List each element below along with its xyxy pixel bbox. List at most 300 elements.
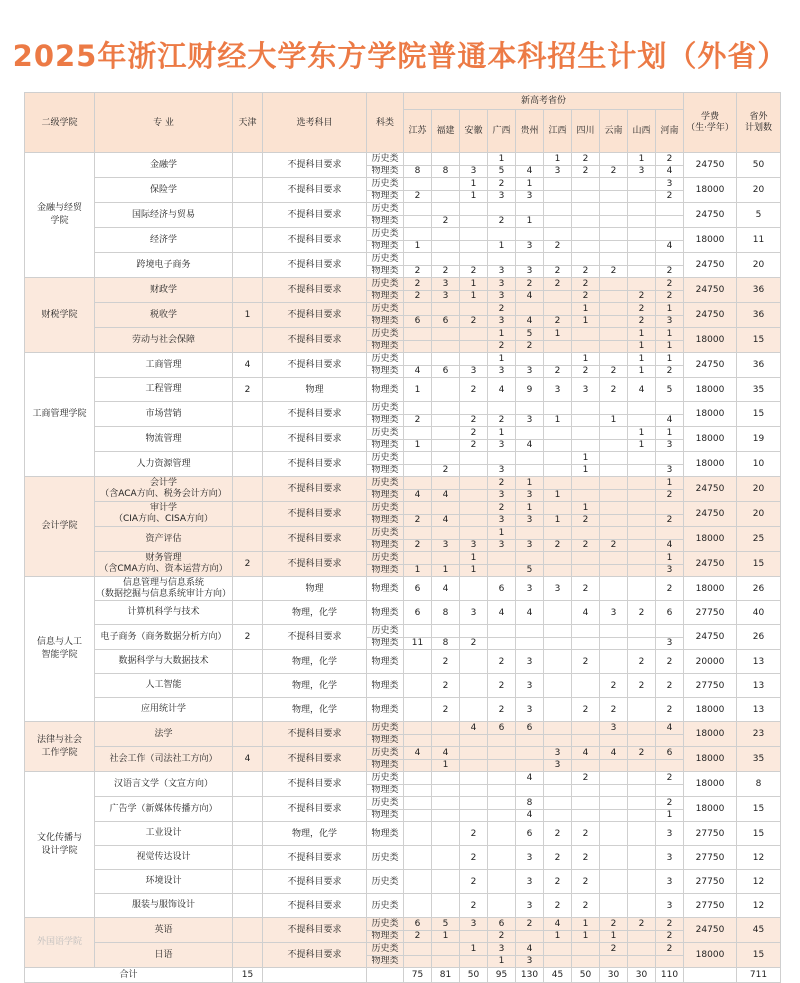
- province-count: 3: [460, 918, 488, 931]
- province-count: [404, 353, 432, 366]
- table-row: [25, 772, 781, 785]
- category: 物理类: [367, 514, 404, 527]
- category: 物理类: [367, 674, 404, 698]
- province-count: [628, 278, 656, 291]
- tuition: 20000: [684, 650, 737, 674]
- province-count: 2: [656, 153, 684, 166]
- province-count: [572, 955, 600, 968]
- province-count: [628, 894, 656, 918]
- province-count: 2: [572, 870, 600, 894]
- province-count: 4: [600, 747, 628, 760]
- province-count: 1: [488, 427, 516, 440]
- province-count: 2: [460, 265, 488, 278]
- province-count: 1: [404, 564, 432, 577]
- province-count: [600, 427, 628, 440]
- province-count: 3: [516, 240, 544, 253]
- province-count: [656, 215, 684, 228]
- province-count: 2: [488, 340, 516, 353]
- major-total: 26: [737, 577, 781, 601]
- province-count: [572, 625, 600, 638]
- province-count: 1: [488, 353, 516, 366]
- table-row: [25, 353, 781, 366]
- province-count: [460, 253, 488, 266]
- table-row: [25, 502, 781, 515]
- province-count: [628, 846, 656, 870]
- table-row: [25, 674, 781, 698]
- province-count: [656, 452, 684, 465]
- province-count: [516, 353, 544, 366]
- province-count: [460, 464, 488, 477]
- province-count: [460, 797, 488, 810]
- province-count: [432, 527, 460, 540]
- province-count: [488, 625, 516, 638]
- category: 物理类: [367, 698, 404, 722]
- category: 历史类: [367, 747, 404, 760]
- province-count: [404, 340, 432, 353]
- category: 物理类: [367, 930, 404, 943]
- province-count: [628, 722, 656, 735]
- major-total: 36: [737, 303, 781, 328]
- province-count: [516, 402, 544, 415]
- tianjin-count: 4: [233, 747, 263, 772]
- province-count: [404, 809, 432, 822]
- tianjin-count: [233, 822, 263, 846]
- subject-requirement: 不提科目要求: [263, 427, 367, 452]
- table-row: [25, 527, 781, 540]
- province-count: [432, 353, 460, 366]
- province-count: [516, 527, 544, 540]
- subject-requirement: 不提科目要求: [263, 253, 367, 278]
- major-total: 13: [737, 674, 781, 698]
- province-count: [572, 228, 600, 241]
- category: 历史类: [367, 328, 404, 341]
- table-row: [25, 303, 781, 316]
- province-count: [544, 439, 572, 452]
- category: 物理类: [367, 637, 404, 650]
- province-count: 2: [656, 514, 684, 527]
- province-count: 3: [460, 365, 488, 378]
- province-count: 1: [656, 427, 684, 440]
- tuition: 27750: [684, 894, 737, 918]
- province-count: 2: [628, 290, 656, 303]
- major-total: 12: [737, 894, 781, 918]
- province-count: [404, 759, 432, 772]
- province-count: [656, 502, 684, 515]
- province-count: [628, 215, 656, 228]
- province-count: [432, 955, 460, 968]
- province-count: [404, 228, 432, 241]
- province-count: [488, 552, 516, 565]
- major-name: 环境设计: [95, 870, 233, 894]
- province-count: [656, 402, 684, 415]
- tuition: 18000: [684, 402, 737, 427]
- province-count: [516, 552, 544, 565]
- province-count: [488, 809, 516, 822]
- province-count: [600, 759, 628, 772]
- province-count: 4: [628, 378, 656, 402]
- province-count: [628, 477, 656, 490]
- province-count: [516, 747, 544, 760]
- province-count: 3: [516, 489, 544, 502]
- province-count: 4: [488, 601, 516, 625]
- province-count: [544, 809, 572, 822]
- table-row: [25, 328, 781, 341]
- province-count: 3: [516, 955, 544, 968]
- province-count: [460, 514, 488, 527]
- subject-requirement: 不提科目要求: [263, 747, 367, 772]
- major-name: 数据科学与大数据技术: [95, 650, 233, 674]
- province-count: 2: [656, 265, 684, 278]
- province-count: 2: [628, 918, 656, 931]
- major-total: 26: [737, 625, 781, 650]
- province-count: [600, 955, 628, 968]
- major-total: 15: [737, 552, 781, 577]
- province-count: [656, 625, 684, 638]
- category: 历史类: [367, 477, 404, 490]
- province-count: 6: [488, 577, 516, 601]
- category: 历史类: [367, 402, 404, 415]
- province-count: [404, 253, 432, 266]
- category: 物理类: [367, 265, 404, 278]
- province-count: 3: [460, 165, 488, 178]
- category: 历史类: [367, 452, 404, 465]
- province-count: [572, 943, 600, 956]
- province-count: [404, 527, 432, 540]
- tuition: 24750: [684, 502, 737, 527]
- province-count: 1: [600, 414, 628, 427]
- table-row: [25, 822, 781, 846]
- province-count: 4: [544, 918, 572, 931]
- province-count: [600, 153, 628, 166]
- province-count: 2: [544, 240, 572, 253]
- province-count: 1: [572, 315, 600, 328]
- header-new-gaokao-provinces: 新高考省份: [404, 93, 684, 110]
- major-name: 工程管理: [95, 378, 233, 402]
- province-count: 8: [432, 601, 460, 625]
- province-count: 3: [516, 674, 544, 698]
- province-count: 3: [488, 439, 516, 452]
- province-count: 2: [404, 278, 432, 291]
- major-name: 经济学: [95, 228, 233, 253]
- province-count: [460, 477, 488, 490]
- table-row: [25, 178, 781, 191]
- province-count: 2: [432, 650, 460, 674]
- province-count: [628, 502, 656, 515]
- province-count: [460, 215, 488, 228]
- province-count: 3: [656, 564, 684, 577]
- category: 物理类: [367, 564, 404, 577]
- major-total: 20: [737, 477, 781, 502]
- province-count: 1: [572, 918, 600, 931]
- subject-requirement: 物理，化学: [263, 698, 367, 722]
- province-count: 3: [488, 290, 516, 303]
- header-province: 福建: [432, 110, 460, 153]
- major-name: 人工智能: [95, 674, 233, 698]
- tuition: 24750: [684, 625, 737, 650]
- category: 物理类: [367, 784, 404, 797]
- province-count: 2: [656, 797, 684, 810]
- province-count: 1: [460, 278, 488, 291]
- province-count: 2: [460, 846, 488, 870]
- subject-requirement: 不提科目要求: [263, 527, 367, 552]
- major-name: 保险学: [95, 178, 233, 203]
- province-count: [460, 452, 488, 465]
- major-name: 工业设计: [95, 822, 233, 846]
- province-count: 2: [460, 315, 488, 328]
- province-count: [600, 278, 628, 291]
- province-count: 2: [460, 439, 488, 452]
- tianjin-count: [233, 203, 263, 228]
- province-count: 4: [516, 165, 544, 178]
- province-count: [488, 228, 516, 241]
- subject-requirement: 不提科目要求: [263, 228, 367, 253]
- province-count: [432, 253, 460, 266]
- province-count: 2: [656, 489, 684, 502]
- major-name: 劳动与社会保障: [95, 328, 233, 353]
- province-count: [628, 809, 656, 822]
- province-count: [656, 759, 684, 772]
- province-count: [404, 452, 432, 465]
- major-name: 工商管理: [95, 353, 233, 378]
- province-count: [432, 328, 460, 341]
- header-province: 贵州: [516, 110, 544, 153]
- province-count: [516, 930, 544, 943]
- college-name: 法律与社会 工作学院: [25, 722, 95, 772]
- province-count: [516, 427, 544, 440]
- province-count: 1: [544, 153, 572, 166]
- province-count: [544, 552, 572, 565]
- province-count: [572, 564, 600, 577]
- table-row: [25, 153, 781, 166]
- major-total: 15: [737, 402, 781, 427]
- province-count: [600, 452, 628, 465]
- province-count: 4: [516, 809, 544, 822]
- tianjin-count: [233, 772, 263, 797]
- province-count: [600, 353, 628, 366]
- province-count: 3: [488, 464, 516, 477]
- province-count: 3: [516, 846, 544, 870]
- total-label: 合计: [25, 968, 233, 983]
- province-count: 2: [404, 265, 432, 278]
- province-count: [628, 772, 656, 785]
- province-count: 3: [656, 464, 684, 477]
- province-count: [600, 846, 628, 870]
- province-count: 4: [516, 290, 544, 303]
- province-count: [544, 452, 572, 465]
- tuition: 24750: [684, 918, 737, 943]
- tuition: 24750: [684, 353, 737, 378]
- province-count: [600, 625, 628, 638]
- table-row: [25, 747, 781, 760]
- province-count: [600, 577, 628, 601]
- tianjin-count: [233, 894, 263, 918]
- table-row: [25, 278, 781, 291]
- province-count: [600, 797, 628, 810]
- tianjin-count: [233, 797, 263, 822]
- header-subject-requirement: 选考科目: [263, 93, 367, 153]
- province-count: [544, 601, 572, 625]
- tuition: 18000: [684, 378, 737, 402]
- major-name: 社会工作（司法社工方向）: [95, 747, 233, 772]
- province-count: [600, 228, 628, 241]
- province-count: 3: [544, 747, 572, 760]
- table-row: [25, 722, 781, 735]
- tuition: 24750: [684, 253, 737, 278]
- province-count: [628, 489, 656, 502]
- category: 物理类: [367, 190, 404, 203]
- province-count: 2: [460, 822, 488, 846]
- province-count: [600, 215, 628, 228]
- province-count: 1: [516, 477, 544, 490]
- major-name: 信息管理与信息系统 （数据挖掘与信息系统审计方向）: [95, 577, 231, 599]
- province-count: [600, 439, 628, 452]
- province-count: [488, 870, 516, 894]
- province-count: [516, 228, 544, 241]
- major-total: 50: [737, 153, 781, 178]
- province-count: [600, 190, 628, 203]
- province-count: 2: [460, 427, 488, 440]
- tuition: 27750: [684, 846, 737, 870]
- province-count: 8: [432, 637, 460, 650]
- province-count: [572, 759, 600, 772]
- province-count: [544, 564, 572, 577]
- tuition: 18000: [684, 722, 737, 747]
- tianjin-count: [233, 601, 263, 625]
- category: 历史类: [367, 625, 404, 638]
- province-count: 2: [488, 930, 516, 943]
- province-count: 3: [432, 278, 460, 291]
- province-count: 1: [460, 290, 488, 303]
- province-count: [628, 464, 656, 477]
- major-name: 资产评估: [95, 527, 233, 552]
- province-count: [432, 178, 460, 191]
- province-count: 3: [516, 539, 544, 552]
- province-count: 2: [572, 846, 600, 870]
- province-total: 110: [656, 968, 684, 983]
- province-count: [404, 822, 432, 846]
- province-count: [544, 943, 572, 956]
- province-count: 3: [516, 265, 544, 278]
- tianjin-count: [233, 722, 263, 747]
- province-count: 2: [488, 178, 516, 191]
- tuition: 18000: [684, 427, 737, 452]
- province-count: 1: [572, 502, 600, 515]
- province-count: [656, 228, 684, 241]
- province-count: 3: [656, 846, 684, 870]
- province-count: [432, 822, 460, 846]
- category: 物理类: [367, 464, 404, 477]
- tianjin-count: [233, 452, 263, 477]
- major-total: 13: [737, 650, 781, 674]
- tianjin-count: [233, 153, 263, 178]
- province-count: [656, 203, 684, 216]
- college-name: 文化传播与 设计学院: [25, 772, 95, 918]
- province-count: 2: [656, 290, 684, 303]
- category: 历史类: [367, 203, 404, 216]
- province-count: 3: [516, 650, 544, 674]
- province-count: [404, 650, 432, 674]
- province-count: 2: [600, 918, 628, 931]
- table-row: [25, 650, 781, 674]
- province-count: 5: [516, 328, 544, 341]
- subject-requirement: 物理，化学: [263, 822, 367, 846]
- tianjin-count: [233, 527, 263, 552]
- category: 物理类: [367, 601, 404, 625]
- province-count: 1: [628, 427, 656, 440]
- province-count: 2: [404, 539, 432, 552]
- header-tuition: 学费 （生·学年）: [684, 93, 737, 153]
- province-count: 1: [544, 328, 572, 341]
- province-count: [404, 943, 432, 956]
- province-count: [488, 564, 516, 577]
- province-count: [516, 759, 544, 772]
- province-count: 3: [516, 365, 544, 378]
- province-count: [656, 784, 684, 797]
- table-row: [25, 427, 781, 440]
- major-name: 日语: [95, 943, 233, 968]
- province-count: [432, 502, 460, 515]
- province-count: [572, 527, 600, 540]
- province-count: [544, 340, 572, 353]
- province-count: 3: [656, 637, 684, 650]
- province-count: [600, 564, 628, 577]
- subject-requirement: 不提科目要求: [263, 203, 367, 228]
- province-count: 1: [628, 153, 656, 166]
- province-count: [544, 290, 572, 303]
- province-count: [600, 402, 628, 415]
- province-count: [432, 153, 460, 166]
- tuition: 18000: [684, 943, 737, 968]
- province-count: 1: [404, 240, 432, 253]
- enrollment-plan-table: [24, 92, 781, 983]
- province-count: 4: [572, 747, 600, 760]
- province-count: 5: [656, 378, 684, 402]
- province-total: 50: [460, 968, 488, 983]
- province-count: [628, 452, 656, 465]
- subject-requirement: 物理: [263, 577, 367, 601]
- province-count: [432, 722, 460, 735]
- college-name: 会计学院: [25, 477, 95, 577]
- province-count: 6: [656, 747, 684, 760]
- province-count: [516, 734, 544, 747]
- province-count: [404, 153, 432, 166]
- province-count: 1: [488, 328, 516, 341]
- table-row: [25, 378, 781, 402]
- province-count: [544, 353, 572, 366]
- province-count: [488, 734, 516, 747]
- province-count: 3: [572, 378, 600, 402]
- major-total: 25: [737, 527, 781, 552]
- category: 物理类: [367, 365, 404, 378]
- subject-requirement: 物理，化学: [263, 650, 367, 674]
- province-count: [544, 178, 572, 191]
- major-total: 36: [737, 353, 781, 378]
- province-count: 6: [516, 822, 544, 846]
- province-count: 2: [600, 674, 628, 698]
- province-count: 2: [572, 822, 600, 846]
- header-province: 广西: [488, 110, 516, 153]
- header-category: 科类: [367, 93, 404, 153]
- province-count: [572, 797, 600, 810]
- province-count: 1: [572, 303, 600, 316]
- province-count: [544, 228, 572, 241]
- province-count: [460, 153, 488, 166]
- province-count: 4: [432, 489, 460, 502]
- province-count: [488, 822, 516, 846]
- province-count: [488, 759, 516, 772]
- province-count: [544, 402, 572, 415]
- province-count: 2: [544, 315, 572, 328]
